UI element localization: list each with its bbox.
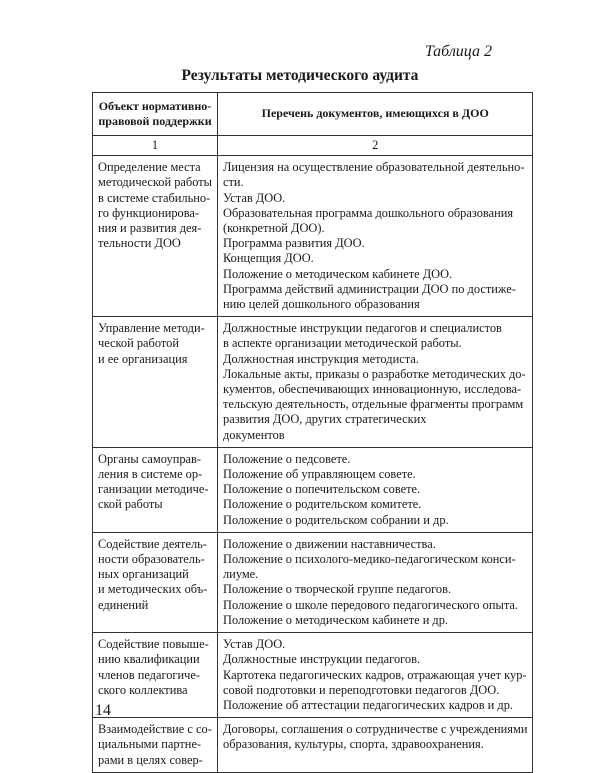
object-text-line: ской работы (98, 497, 163, 512)
object-text-line: единений (98, 597, 149, 612)
object-text-line: нию квалификации (98, 652, 200, 667)
document-text-line: совой подготовки и переподготовки педагогов ДОО. (223, 682, 500, 697)
document-text-line: Должностные инструкции педагогов и специалистов (223, 321, 502, 336)
document-text-line: документов (223, 427, 285, 442)
column-number-2: 2 (218, 136, 533, 156)
documents-cell (218, 718, 533, 773)
table-row (93, 532, 533, 632)
document-text-line: тельскую деятельность, отдельные фрагменты программ (223, 397, 524, 412)
object-text-line: и ее организация (98, 351, 188, 366)
object-text-line: Определение места (98, 160, 201, 175)
document-text-line: сти. (223, 175, 244, 190)
document-text-line: Устав ДОО. (223, 637, 286, 652)
header-row (93, 93, 533, 136)
object-text-line: тельности ДОО (98, 236, 181, 251)
object-text-line: Содействие повыше- (98, 637, 209, 652)
document-text-line: Программа развития ДОО. (223, 236, 365, 251)
document-text-line: Должностные инструкции педагогов. (223, 652, 421, 667)
support-object-cell (93, 718, 218, 773)
support-object-cell (93, 633, 218, 718)
table-row (93, 317, 533, 448)
document-text-line: Локальные акты, приказы о разработке методических до- (223, 366, 526, 381)
object-text-line: ческой работой (98, 336, 179, 351)
support-object-cell (93, 447, 218, 532)
document-text-line: (конкретной ДОО). (223, 221, 325, 236)
table-row (93, 633, 533, 718)
document-text-line: Образовательная программа дошкольного образования (223, 205, 514, 220)
document-text-line: Картотека педагогических кадров, отражающая учет кур- (223, 667, 527, 682)
object-text-line: ности образователь- (98, 552, 205, 567)
object-text-line: Взаимодействие с со- (98, 722, 212, 737)
object-text-line: го функционирова- (98, 205, 200, 220)
document-text-line: лиуме. (223, 567, 259, 582)
document-text-line: Положение о движении наставничества. (223, 536, 436, 551)
object-text-line: Содействие деятель- (98, 536, 207, 551)
object-text-line: членов педагогиче- (98, 667, 200, 682)
object-text-line: Органы самоуправ- (98, 451, 201, 466)
object-text-line: и методических объ- (98, 582, 208, 597)
documents-cell (218, 317, 533, 448)
document-text-line: Концепция ДОО. (223, 251, 314, 266)
object-text-line: Управление методи- (98, 321, 205, 336)
document-text-line: Положение о психолого-медико-педагогическом конси- (223, 552, 516, 567)
table-row (93, 156, 533, 317)
document-text-line: Должностная инструкция методиста. (223, 351, 419, 366)
documents-cell (218, 156, 533, 317)
documents-cell (218, 633, 533, 718)
column-number-row (93, 136, 533, 156)
support-object-cell (93, 532, 218, 632)
table-row (93, 718, 533, 773)
audit-table (92, 92, 533, 773)
object-text-line: рами в целях совер- (98, 752, 203, 767)
column-number-1: 1 (93, 136, 218, 156)
document-text-line: Договоры, соглашения о сотрудничестве с учреждениями (223, 722, 528, 737)
page-number: 14 (95, 702, 111, 719)
object-text-line: методической работы (98, 175, 212, 190)
document-text-line: нию целей дошкольного образования (223, 297, 420, 312)
document-text-line: Положение о попечительском совете. (223, 482, 421, 497)
document-text-line: Положение о методическом кабинете и др. (223, 612, 449, 627)
document-text-line: кументов, обеспечивающих инновационную, исследова- (223, 382, 522, 397)
document-text-line: Положение об аттестации педагогических кадров и др. (223, 697, 514, 712)
object-text-line: ского коллектива (98, 682, 188, 697)
object-text-line: ления в системе ор- (98, 467, 203, 482)
document-text-line: Положение о родительском комитете. (223, 497, 422, 512)
documents-cell (218, 532, 533, 632)
document-text-line: Устав ДОО. (223, 190, 286, 205)
support-object-cell (93, 317, 218, 448)
header-col2: Перечень документов, имеющихся в ДОО (218, 93, 533, 136)
document-text-line: Положение о школе передового педагогического опыта. (223, 597, 518, 612)
document-text-line: в аспекте организации методической работы. (223, 336, 462, 351)
table-row (93, 447, 533, 532)
object-text-line: ганизации методиче- (98, 482, 209, 497)
document-text-line: Положение об управляющем совете. (223, 467, 416, 482)
object-text-line: циальными партне- (98, 737, 202, 752)
document-text-line: Положение о педсовете. (223, 451, 351, 466)
object-text-line: ных организаций (98, 567, 189, 582)
document-text-line: Положение о методическом кабинете ДОО. (223, 266, 453, 281)
table-title: Результаты методического аудита (181, 67, 419, 84)
document-text-line: развития ДОО, других стратегических (223, 412, 427, 427)
object-text-line: ния и развития дея- (98, 221, 202, 236)
document-text-line: Программа действий администрации ДОО по достиже- (223, 281, 516, 296)
header-col1: Объект нормативно- правовой поддержки (93, 93, 218, 136)
documents-cell (218, 447, 533, 532)
table-number: Таблица 2 (424, 43, 492, 60)
support-object-cell (93, 156, 218, 317)
document-text-line: Лицензия на осуществление образовательной деятельно- (223, 160, 525, 175)
document-text-line: образования, культуры, спорта, здравоохранения. (223, 737, 484, 752)
object-text-line: в системе стабильно- (98, 190, 211, 205)
document-text-line: Положение о родительском собрании и др. (223, 512, 449, 527)
document-text-line: Положение о творческой группе педагогов. (223, 582, 452, 597)
